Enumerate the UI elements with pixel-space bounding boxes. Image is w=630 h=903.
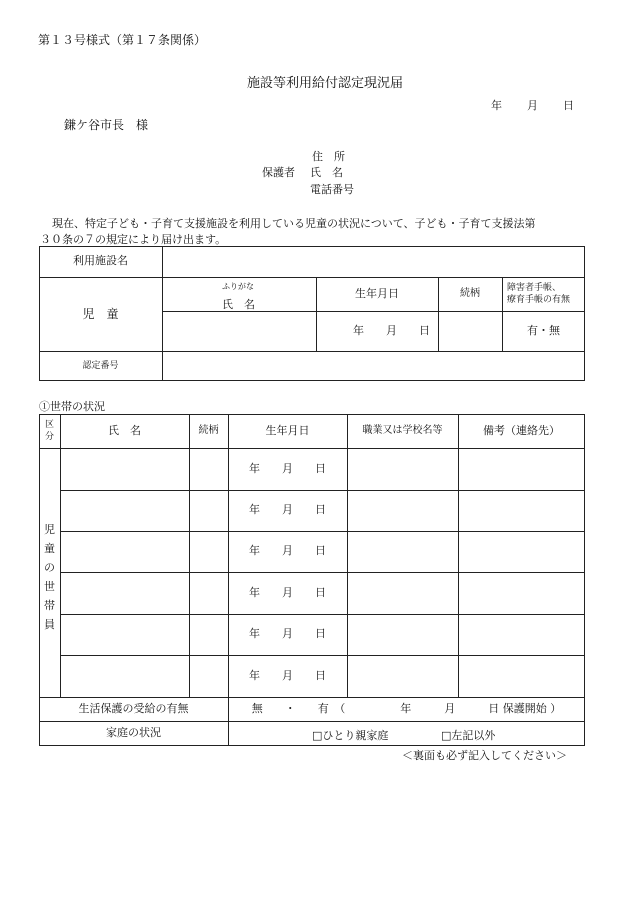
member-relation-input[interactable] [189, 655, 228, 697]
member-dob-value[interactable]: 年 月 日 [249, 668, 326, 682]
guardian-phone-label: 電話番号 [310, 183, 354, 196]
col-division-header: 区 分 [44, 419, 54, 442]
welfare-value[interactable]: 無 ・ 有 （ 年 月 日 保護開始 ） [251, 701, 562, 715]
col-job-header: 職業又は学校名等 [362, 425, 443, 437]
member-notes-input[interactable] [458, 531, 585, 572]
disability-notebook-label: 障害者手帳、 療育手帳の有無 [507, 282, 571, 305]
date-year: 年 [491, 99, 502, 112]
family-status-label: 家庭の状況 [106, 726, 161, 740]
household-members-vertical-label: 児 童 の 世 帯 員 [44, 523, 55, 631]
page-title: 施設等利用給付認定現況届 [247, 76, 404, 91]
certification-number-label: 認定番号 [82, 360, 119, 371]
facility-name-input[interactable] [162, 246, 585, 277]
household-section-title: ①世帯の状況 [39, 400, 105, 413]
member-dob-value[interactable]: 年 月 日 [249, 461, 326, 475]
member-dob-value[interactable]: 年 月 日 [249, 544, 326, 558]
member-name-input[interactable] [60, 572, 189, 614]
member-job-input[interactable] [347, 572, 458, 614]
member-notes-input[interactable] [458, 614, 585, 655]
welfare-label: 生活保護の受給の有無 [78, 701, 189, 715]
member-job-input[interactable] [347, 655, 458, 697]
disability-notebook-value[interactable]: 有・無 [527, 323, 560, 337]
intro-text-2: ３０条の７の規定により届け出ます。 [40, 233, 227, 246]
member-job-input[interactable] [347, 490, 458, 531]
child-label: 児 童 [82, 306, 119, 321]
member-name-input[interactable] [60, 614, 189, 655]
member-relation-input[interactable] [189, 448, 228, 490]
member-name-input[interactable] [60, 490, 189, 531]
member-name-input[interactable] [60, 531, 189, 572]
col-notes-header: 備考（連絡先） [483, 423, 560, 437]
guardian-name-label: 氏 名 [310, 166, 343, 179]
member-notes-input[interactable] [458, 572, 585, 614]
member-notes-input[interactable] [458, 448, 585, 490]
facility-name-label: 利用施設名 [73, 254, 128, 268]
furigana-label: ふりがな [222, 282, 254, 291]
child-dob-label: 生年月日 [355, 286, 399, 300]
child-name-input[interactable] [162, 311, 316, 351]
form-number: 第１３号様式（第１７条関係） [38, 33, 207, 47]
certification-number-input[interactable] [162, 351, 585, 381]
member-job-input[interactable] [347, 531, 458, 572]
addressee: 鎌ケ谷市長 様 [64, 118, 149, 132]
member-name-input[interactable] [60, 655, 189, 697]
member-dob-value[interactable]: 年 月 日 [249, 585, 326, 599]
intro-text-1: 現在、特定子ども・子育て支援施設を利用している児童の状況について、子ども・子育て支援法第 [52, 217, 536, 230]
date-day: 日 [563, 99, 574, 112]
other-family-checkbox[interactable]: □左記以外 [441, 729, 496, 742]
guardian-label: 保護者 [262, 166, 295, 179]
member-job-input[interactable] [347, 614, 458, 655]
member-notes-input[interactable] [458, 655, 585, 697]
member-job-input[interactable] [347, 448, 458, 490]
member-relation-input[interactable] [189, 490, 228, 531]
child-dob-value[interactable]: 年 月 日 [353, 323, 430, 337]
member-relation-input[interactable] [189, 614, 228, 655]
member-name-input[interactable] [60, 448, 189, 490]
date-month: 月 [527, 99, 538, 112]
col-relation-header: 続柄 [198, 425, 219, 437]
footer-note: ＜裏面も必ず記入してください＞ [402, 749, 567, 762]
child-relation-input[interactable] [438, 311, 502, 351]
member-notes-input[interactable] [458, 490, 585, 531]
child-relation-label: 続柄 [460, 288, 480, 300]
member-relation-input[interactable] [189, 531, 228, 572]
col-dob-header: 生年月日 [265, 423, 310, 437]
member-dob-value[interactable]: 年 月 日 [249, 503, 326, 517]
col-name-header: 氏 名 [108, 423, 141, 437]
guardian-address-label: 住 所 [312, 150, 345, 163]
single-parent-checkbox[interactable]: □ひとり親家庭 [312, 729, 389, 742]
member-dob-value[interactable]: 年 月 日 [249, 627, 326, 641]
child-name-label: 氏 名 [222, 298, 255, 311]
member-relation-input[interactable] [189, 572, 228, 614]
